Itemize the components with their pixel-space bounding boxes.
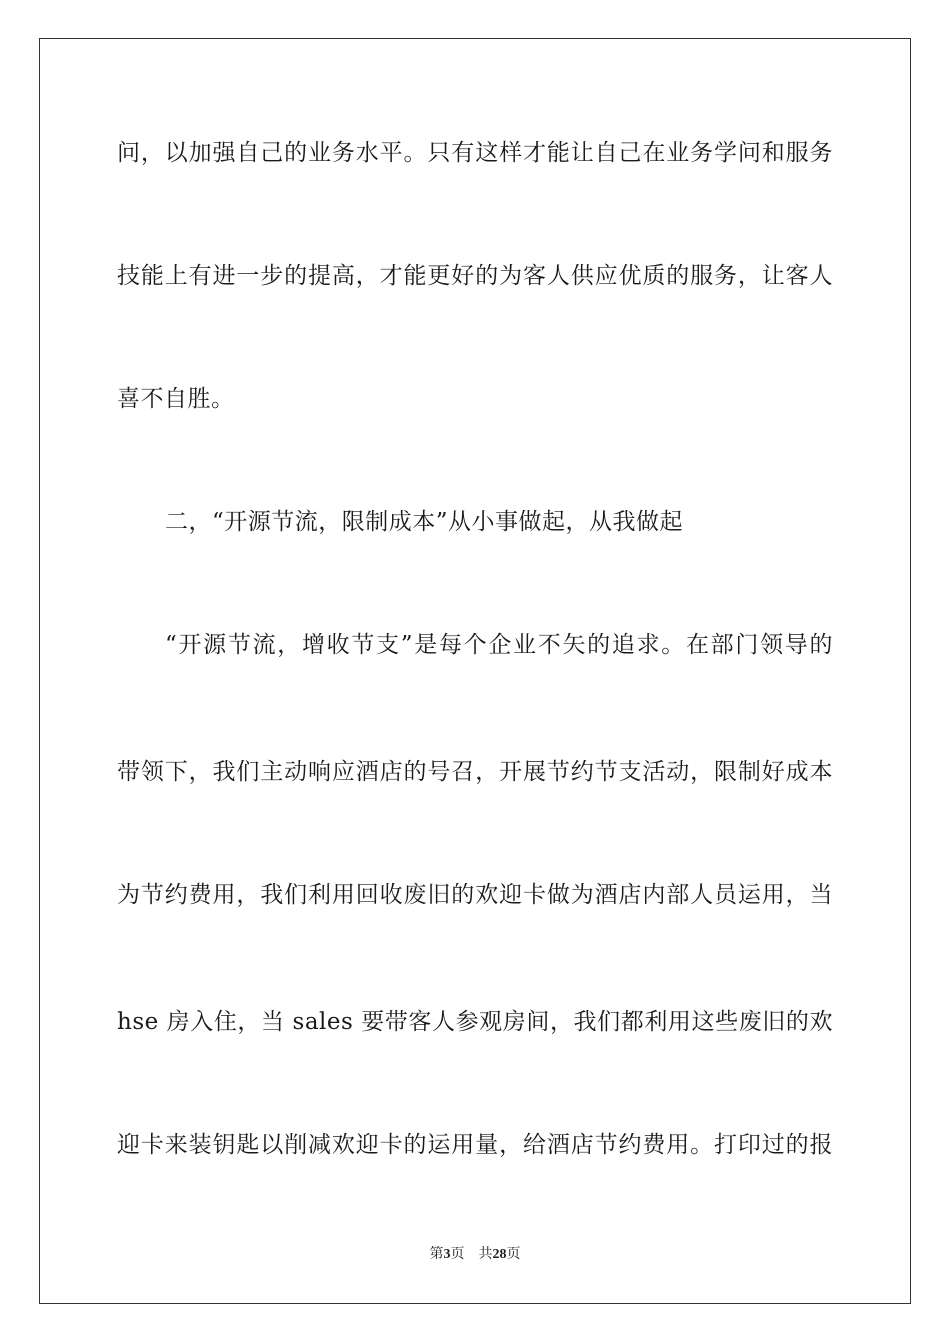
body-line-1: 问，以加强自己的业务水平。只有这样才能让自己在业务学问和服务: [117, 140, 833, 166]
page-border: [39, 38, 911, 1304]
section-heading: 二，“开源节流，限制成本”从小事做起，从我做起: [165, 509, 684, 535]
body-line-2: 技能上有进一步的提高，才能更好的为客人供应优质的服务，让客人: [117, 263, 833, 289]
total-suffix: 页: [506, 1246, 521, 1262]
total-pages: 28: [492, 1247, 507, 1262]
page-prefix: 第: [429, 1246, 444, 1262]
body-line-7: 为节约费用，我们利用回收废旧的欢迎卡做为酒店内部人员运用，当: [117, 882, 833, 908]
body-line-5: “开源节流，增收节支”是每个企业不矢的追求。在部门领导的: [165, 632, 833, 658]
body-line-8: hse 房入住，当 sales 要带客人参观房间，我们都利用这些废旧的欢: [117, 1009, 833, 1035]
body-line-3: 喜不自胜。: [117, 386, 235, 412]
body-line-9: 迎卡来装钥匙以削减欢迎卡的运用量，给酒店节约费用。打印过的报: [117, 1132, 833, 1158]
body-line-6: 带领下，我们主动响应酒店的号召，开展节约节支活动，限制好成本: [117, 759, 833, 785]
page-footer: [0, 1244, 950, 1265]
page-suffix: 页: [450, 1246, 465, 1262]
total-prefix: 共: [478, 1246, 493, 1262]
page-number: 3: [443, 1247, 451, 1262]
